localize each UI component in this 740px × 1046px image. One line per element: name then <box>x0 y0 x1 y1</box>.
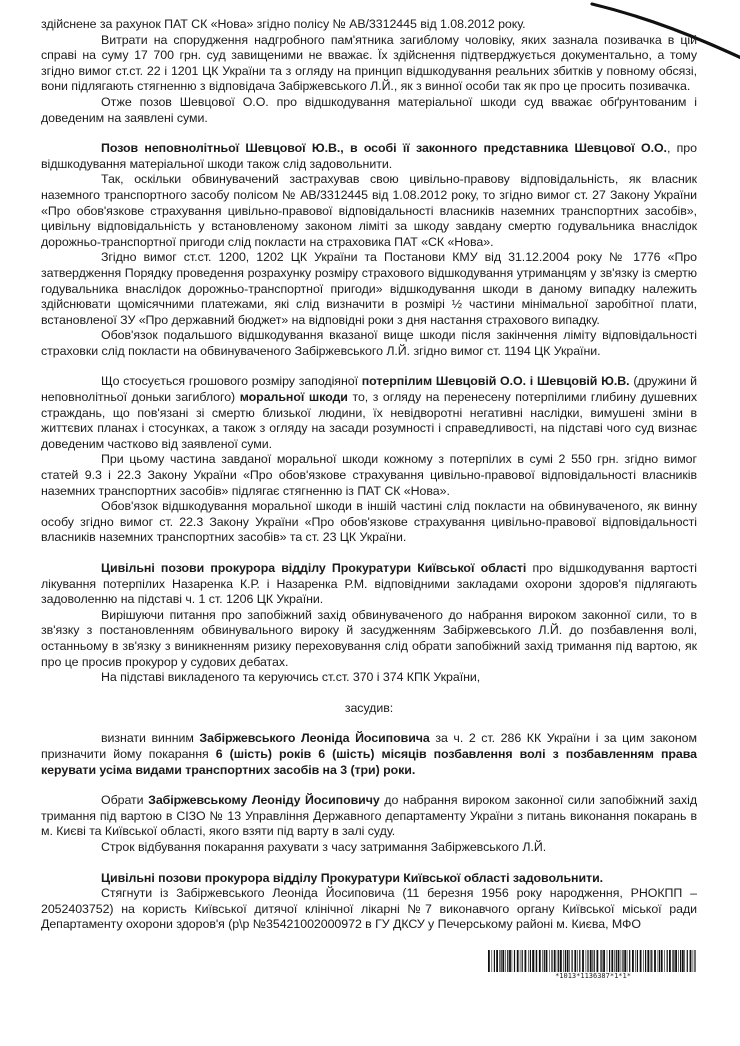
text-run: Вирішуючи питання про запобіжний захід обвинуваченого до набрання вироком законної сили, то в зв'язку з постановленням обвинувального вироку й засудженням Забіржевського Л.Й. до позбавлення волі, останньому в зв'язку з виникненням ризику переховування слід обрати запобіжний захід тримання під вартою, як про це просив прокурор у судових дебатах. <box>41 607 697 669</box>
barcode-bar <box>539 950 541 972</box>
text-run: визнати винним <box>101 731 200 746</box>
barcode-bar <box>635 950 636 972</box>
text-run: про відшкодування вартості лікування потерпілих Назаренка К.Р. і Назаренка Р.М. відповідними закладами охорони здоров'я підлягають задоволенню на підставі ч. 1 ст. 1206 ЦК України. <box>41 561 698 607</box>
barcode-bar <box>582 950 584 972</box>
text-run: Стягнути із Забіржевського Леоніда Йосиповича (11 березня 1956 року народження, РНОКПП – 2052403752) на користь Київської дитячої клінічної лікарні №7 виконавчого органу Київської міської ради Департаменту охорони здоров'я (р\р №35421002000972 в ГУ ДКСУ у Печерському районі м. Києва, МФО <box>41 886 697 932</box>
barcode-bar <box>601 950 602 972</box>
paragraph-spacer <box>41 546 697 561</box>
bold-text: Забіржевського Леоніда Йосиповича <box>199 731 430 746</box>
barcode-bar <box>650 950 651 972</box>
paragraph <box>41 374 697 452</box>
text-run: На підставі викладеного та керуючись ст.ст. 370 і 374 КПК України, <box>101 670 481 685</box>
barcode-bar <box>632 950 634 972</box>
barcode-bar <box>546 950 548 972</box>
barcode-bar <box>603 950 605 972</box>
paragraph-spacer <box>41 359 697 374</box>
text-run: , про відшкодування матеріальної шкоди також слід задовольнити. <box>41 141 697 171</box>
barcode-bar <box>525 950 527 972</box>
barcode-bar <box>680 950 681 972</box>
barcode-bar <box>569 950 570 972</box>
text-run: Обрати <box>101 793 149 808</box>
barcode-bar <box>522 950 523 972</box>
barcode-bar <box>532 950 534 972</box>
barcode-bar <box>579 950 580 972</box>
barcode-bar <box>496 950 498 972</box>
barcode-bar <box>494 950 495 972</box>
barcode-bar <box>673 950 674 972</box>
barcode-bar <box>624 950 626 972</box>
text-run: то, з огляду на перенесену потерпілими глибину душевних страждань, що пов'язані зі смертю близької людини, їх невідворотні негативні наслідки, вимушені зміни в життєвих планах і стосунках, а також з огляду на засади розумності і справедливості, на підставі чого суд визнає доведеним частково від заявленої суми. <box>41 390 697 451</box>
barcode-bar <box>488 950 490 972</box>
paragraph <box>41 172 697 250</box>
barcode-bar <box>651 950 652 972</box>
text-run: Обов'язок відшкодування моральної шкоди в іншій частині слід покласти на обвинуваченого, як винну особу згідно вимог ст. 22.3 Закону України «Про обов'язкове страхування цивільно-правової відповідальності власників наземних транспортних засобів» та ст. 23 ЦК України. <box>41 499 697 545</box>
text-run: Що стосується грошового розміру заподіяної <box>101 374 362 389</box>
bold-text: 6 (шість) років 6 (шість) місяців позбавлення волі з позбавленням права керувати усіма видами транспортних засобів на 3 (три) роки. <box>41 746 697 777</box>
paragraph <box>41 250 697 328</box>
barcode-bar <box>502 950 504 972</box>
paragraph <box>41 141 697 172</box>
barcode-bar <box>558 950 559 972</box>
barcode-bar <box>492 950 493 972</box>
barcode-bar <box>645 950 646 972</box>
barcode-bar <box>528 950 529 972</box>
barcode-bar <box>592 950 593 972</box>
paragraph <box>41 886 697 933</box>
barcode-bar <box>501 950 502 972</box>
barcode-bar <box>694 950 695 972</box>
barcode-bar <box>557 950 558 972</box>
barcode-bar <box>687 950 688 972</box>
barcode-bar <box>684 950 685 972</box>
paragraph-spacer <box>41 856 697 871</box>
barcode-bar <box>542 950 543 972</box>
barcode-bar <box>614 950 615 972</box>
barcode-bar <box>675 950 677 972</box>
barcode-bar <box>554 950 556 972</box>
barcode-bar <box>640 950 642 972</box>
barcode-bar <box>565 950 566 972</box>
verdict-heading <box>41 701 697 717</box>
text-run: до набрання вироком законної сили запобіжний захід тримання під вартою в СІЗО № 13 Управління Державного департаменту України з питань виконання покарань в м. Києві та Київської області, якого взяти під варту в залі суду. <box>41 793 698 839</box>
bold-text: потерпілим Шевцовій О.О. і Шевцовій Ю.В. <box>361 374 630 389</box>
bold-text: моральної шкоди <box>239 390 348 405</box>
barcode-bar <box>600 950 601 972</box>
barcode-bar <box>530 950 531 972</box>
barcode-bar <box>693 950 694 972</box>
barcode-bar <box>594 950 595 972</box>
barcode-bar <box>643 950 644 972</box>
barcode-bar <box>667 950 668 972</box>
paragraph <box>41 499 697 546</box>
paragraph-spacer <box>41 126 697 141</box>
barcode-bar <box>590 950 592 972</box>
barcode-bar <box>672 950 673 972</box>
document-body <box>41 17 697 933</box>
bold-text: Позов неповнолітньої Шевцової Ю.В., в особі її законного представника Шевцової О.О. <box>101 141 667 156</box>
barcode-bar <box>622 950 623 972</box>
bold-text: Забіржевському Леоніду Йосиповичу <box>148 793 380 808</box>
barcode-bar <box>690 950 692 972</box>
barcode-bar <box>616 950 617 972</box>
barcode-bar <box>627 950 628 972</box>
barcode-bar <box>505 950 506 972</box>
paragraph <box>41 328 697 359</box>
bold-text: Цивільні позови прокурора відділу Прокуратури Київської області задовольнити. <box>101 870 604 885</box>
barcode-bar <box>535 950 536 972</box>
text-run: засудив: <box>344 700 394 715</box>
paragraph <box>41 452 697 499</box>
barcode-bar <box>669 950 671 972</box>
barcode-bar <box>574 950 576 972</box>
text-run: (дружини й неповнолітньої доньки загиблого) <box>41 374 697 405</box>
barcode-bar <box>517 950 519 972</box>
paragraph-spacer <box>41 778 697 793</box>
text-run: Згідно вимог ст.ст. 1200, 1202 ЦК України та Постанови КМУ від 31.12.2004 року № 1776 «Про затвердження Порядку проведення розрахунку розміру страхового відшкодування утриманцям у зв'язку із смертю годувальника внаслідок дорожньо-транспортної пригоди» відшкодування шкоди в даному випадку належить здійснювати щомісячними платежами, які слід визначити в розмірі ½ частини мінімальної заробітної плати, встановленої ЗУ «Про державний бюджет» на відповідні роки з дня настання страхового випадку. <box>41 250 697 327</box>
barcode-bar <box>586 950 587 972</box>
barcode-number: *1013*1136387*1*1* <box>555 972 631 980</box>
paragraph <box>41 871 697 887</box>
paragraph-spacer <box>41 686 697 701</box>
barcode-bar <box>549 950 550 972</box>
barcode-bar <box>577 950 578 972</box>
barcode-bar <box>609 950 610 972</box>
text-run: Так, оскільки обвинувачений застрахував свою цивільно-правову відповідальність, як власник наземного транспортного засобу полісом № АВ/3312445 від 1.08.2012 року, то згідно вимог ст. 27 Закону України «Про обов'язкове страхування цивільно-правової відповідальності власників наземних транспортних засобів», цивільну відповідальність у встановленому законом ліміті за шкоду завдану смертю годувальника внаслідок дорожньо-транспортної пригоди слід покласти на страховика ПАТ «СК «Нова». <box>41 172 697 249</box>
text-run: Витрати на спорудження надгробного пам'ятника загиблому чоловіку, яких зазнала позивачка в цій справі на суму 17 700 грн. суд завищеними не вважає. Їх здійснення підтверджується документально, а тому згідно вимог ст.ст. 22 і 1201 ЦК України та з огляду на принцип відшкодування реальних збитків у повному обсязі, вони підлягають стягненню з відповідача Забіржевського Л.Й., як з винної особи так як про це просить позивачка. <box>41 32 697 94</box>
barcode-bar <box>587 950 588 972</box>
barcode-bar <box>682 950 684 972</box>
paragraph-spacer <box>41 716 697 731</box>
barcode-bar <box>509 950 511 972</box>
barcode-bar <box>659 950 660 972</box>
barcode-bar <box>567 950 569 972</box>
barcode-bar <box>664 950 665 972</box>
barcode-bar <box>536 950 537 972</box>
paragraph <box>41 670 697 686</box>
text-run: При цьому частина завданої моральної шкоди кожному з потерпілих в сумі 2 550 грн. згідно вимог статей 9.3 і 22.3 Закону України «Про обов'язкове страхування цивільно-правової відповідальності власників наземних транспортних засобів» підлягає стягненню із ПАТ СК «Нова». <box>41 452 697 498</box>
barcode-icon <box>488 950 698 972</box>
barcode-bar <box>618 950 620 972</box>
barcode-bar <box>520 950 521 972</box>
barcode-bar <box>544 950 545 972</box>
paragraph <box>41 731 697 778</box>
text-run: здійснене за рахунок ПАТ СК «Нова» згідно полісу № АВ/3312445 від 1.08.2012 року. <box>41 17 526 31</box>
barcode-bar <box>597 950 599 972</box>
text-run: Обов'язок подальшого відшкодування вказаної вище шкоди після закінчення ліміту відповідальності страховки слід покласти на обвинуваченого Забіржевського Л.Й. згідно вимог ст. 1194 ЦК України. <box>41 328 697 358</box>
barcode-bar <box>611 950 613 972</box>
barcode-bar <box>658 950 659 972</box>
paragraph <box>41 561 697 608</box>
paragraph <box>41 840 697 856</box>
barcode-bar <box>551 950 552 972</box>
barcode-bar <box>654 950 656 972</box>
text-run: Отже позов Шевцової О.О. про відшкодування матеріальної шкоди суд вважає обґрунтованим і доведеним на заявлені суми. <box>41 94 697 125</box>
barcode-bar <box>637 950 638 972</box>
barcode-bar <box>621 950 622 972</box>
paragraph <box>41 608 697 670</box>
barcode-bar <box>629 950 630 972</box>
text-run: Строк відбування покарання рахувати з часу затримання Забіржевського Л.Й. <box>101 839 547 854</box>
barcode-bar <box>661 950 663 972</box>
barcode-bar <box>607 950 608 972</box>
paragraph <box>41 95 697 126</box>
barcode-bar <box>514 950 515 972</box>
barcode-bar <box>507 950 508 972</box>
barcode-bar <box>512 950 513 972</box>
paragraph <box>41 17 697 33</box>
barcode-bar <box>560 950 562 972</box>
barcode-bar <box>499 950 500 972</box>
paragraph <box>41 793 697 840</box>
text-run: за ч. 2 ст. 286 КК України і за цим законом призначити йому покарання <box>41 731 697 761</box>
barcode-bar <box>572 950 573 972</box>
bold-text: Цивільні позови прокурора відділу Прокуратури Київської області <box>101 561 527 575</box>
barcode-bar <box>647 950 649 972</box>
barcode-bar <box>678 950 679 972</box>
paragraph <box>41 33 697 95</box>
barcode-bar <box>563 950 564 972</box>
